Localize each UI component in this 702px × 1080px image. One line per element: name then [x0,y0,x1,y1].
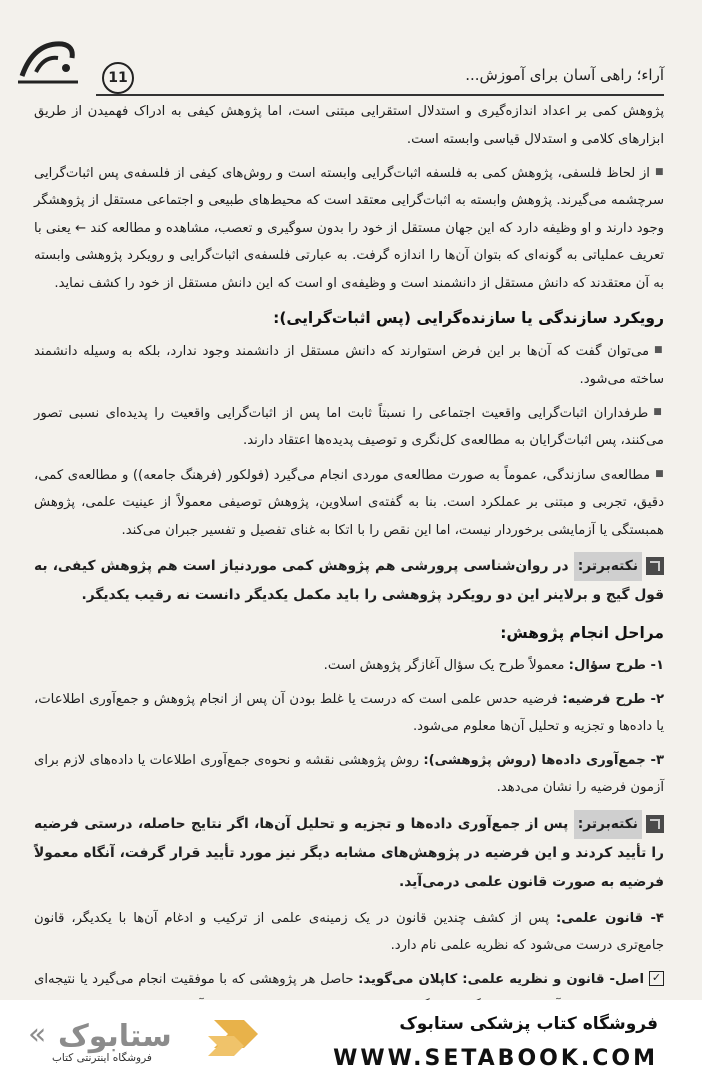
tip-icon [646,557,664,575]
tip-box [34,552,664,610]
paragraph: پژوهش کمی بر اعداد اندازه‌گیری و استدلال استقرایی مبتنی است، اما پژوهش کیفی به ادراک فهمیدن از طریق ابزارهای کلامی و استدلال قیاسی وابسته است. [34,104,664,147]
tip-label: نکته‌برتر: [574,810,642,839]
step-text: حاصل هر پژوهشی که با موفقیت انجام می‌گیرد یا نتیجه‌ای [34,971,354,987]
step-text: روش پژوهشی نقشه و نحوه‌ی جمع‌آوری اطلاعات یا داده‌های لازم برای آزمون فرضیه را نشان می‌دهد. [34,752,664,795]
step-text: معمولاً طرح یک سؤال آغازگر پژوهش است. [323,658,565,673]
main-content [34,98,664,1027]
step-text: فرضیه حدس علمی است که درست یا غلط بودن آن پس از انجام پژوهش و جمع‌آوری اطلاعات، یا داده‌ها و تجزیه و تحلیل آن‌ها معلوم می‌شود. [34,691,664,734]
step-title: اصل- قانون و نظریه علمی: کاپلان می‌گوید: [358,971,644,987]
page-number: 11 [102,62,134,94]
section-heading: مراحل انجام پژوهش: [500,624,664,642]
step-title: ۳- جمع‌آوری داده‌ها (روش پژوهشی): [423,752,664,768]
bullet-paragraph: ■ مطالعه‌ی سازندگی، عموماً به صورت مطالعه‌ی موردی انجام می‌گیرد (فولکور (فرهنگ جامعه)) و مطالعه‌ی کمی، دقیق، تجربی و مبتنی بر عملکرد است. بنا به گفته‌ی اسلاوین، پژوهش توصیفی معمولاً از عینیت علمی، پژوهش همبستگی یا آزمایشی برخوردار نیست، اما این نقص را با اتکا به غنای تفصیل و تفسیر جبران می‌کند. [34,461,664,544]
step-item [34,747,664,802]
step-item [34,686,664,741]
website-link[interactable]: WWW.SETABOOK.COM [333,1046,658,1071]
bullet-paragraph: ■ طرفداران اثبات‌گرایی واقعیت اجتماعی را نسبتاً ثابت اما پس از اثبات‌گرایی واقعیت را پدیده‌ای نسبی تصور می‌کنند، پس اثبات‌گرایان به مطالعه‌ی کل‌نگری و توصیف پدیده‌ها اعتقاد دارند. [34,399,664,455]
running-title: آراء؛ راهی آسان برای آموزش... [465,66,664,84]
tip-icon [646,815,664,833]
store-name: فروشگاه کتاب پزشکی ستابوک [399,1014,658,1034]
logo-wordmark: ستابوک [58,1019,172,1054]
page-header [96,60,664,94]
tip-text: پس از جمع‌آوری داده‌ها و تجزیه و تحلیل آن‌ها، اگر نتایج حاصله، درستی فرضیه را تأیید کردند و این فرضیه در پژوهش‌های مشابه دیگر نیز مورد تأیید قرار گرفت، آنگاه معمولاً فرضیه به صورت قانون علمی درمی‌آید. [34,815,664,890]
header-divider [96,94,664,96]
checkbox-icon: ✓ [649,971,664,986]
step-text: پس از کشف چندین قانون در یک زمینه‌ی علمی از ترکیب و ادغام آن‌ها با یکدیگر، قانون جامع‌تری درست می‌شود که نظریه علمی نام دارد. [34,910,664,953]
watermark-footer [0,1000,702,1080]
bullet-paragraph: ■ از لحاظ فلسفی، پژوهش کمی به فلسفه اثبات‌گرایی وابسته است و روش‌های کیفی از فلسفه‌ی پس اثبات‌گرایی سرچشمه می‌گیرند. پژوهش وابسته به اثبات‌گرایی معتقد است که محیط‌های طبیعی و اجتماعی مستقل از پژوهشگر وجود دارند و او وظیفه دارد که این جهان مستقل از خود را بدون سوگیری و تعصب، مشاهده و مطالعه کند ← یعنی با تعریف عملیاتی به گونه‌ای که بتوان آن‌ها را اندازه گرفت. به عبارتی فلسفه‌ی اثبات‌گرایی و رویکرد پژوهشی وابسته به آن معتقدند که دانش مستقل از دانشمند است و وظیفه‌ی او است که این دانش مستقل از خود را کشف نماید. [34,159,664,297]
step-title: ۴- قانون علمی: [555,910,664,926]
step-title: ۲- طرح فرضیه: [562,691,664,707]
logo-subtitle: فروشگاه اینترنتی کتاب [52,1052,152,1064]
step-title: ۱- طرح سؤال: [568,658,664,673]
tip-text: در روان‌شناسی پرورشی هم پژوهش کمی موردنیاز است هم پژوهش کیفی، به قول گیج و برلاینر این دو رویکرد پژوهشی را باید مکمل یکدیگر دانست نه رقیب یکدیگر. [34,558,664,603]
step-item [34,652,664,680]
section-heading: رویکرد سازندگی یا سازنده‌گرایی (پس اثبات‌گرایی): [273,309,664,328]
tip-label: نکته‌برتر: [574,552,642,581]
tip-box [34,810,664,897]
bullet-paragraph: ■ می‌توان گفت که آن‌ها بر این فرض استوارند که دانش مستقل از دانشمند وجود ندارد، بلکه به وسیله دانشمند ساخته می‌شود. [34,337,664,393]
svg-text:«: « [28,1017,47,1052]
book-logo-icon [14,32,84,90]
step-item [34,905,664,960]
